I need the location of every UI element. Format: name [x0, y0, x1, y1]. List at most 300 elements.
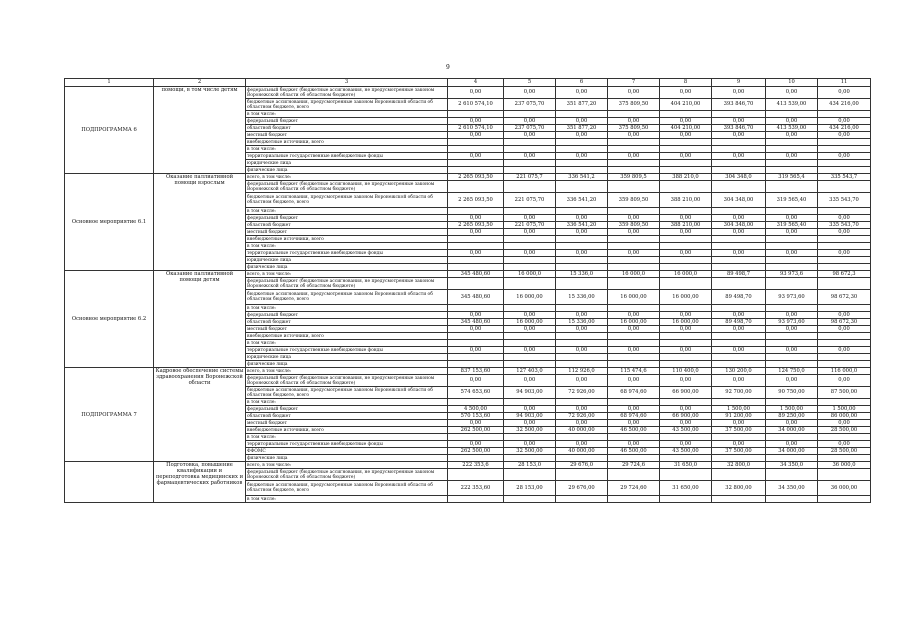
amount-cell	[818, 139, 871, 146]
amount-cell: 130 200,0	[712, 368, 766, 375]
activity-name: Подготовка, повышение квалификации и переподготовка медицинских и фармацевтических работников	[154, 462, 246, 503]
amount-cell	[504, 243, 556, 250]
amount-cell	[660, 139, 712, 146]
funding-source-label: областной бюджет	[246, 125, 448, 132]
amount-cell: 237 075,70	[504, 99, 556, 111]
amount-cell	[766, 146, 818, 153]
funding-source-label: ФФОМС	[246, 448, 448, 455]
amount-cell	[818, 333, 871, 340]
amount-cell	[608, 257, 660, 264]
amount-cell	[712, 167, 766, 174]
amount-cell: 0,00	[660, 87, 712, 99]
amount-cell: 43 500,00	[660, 427, 712, 434]
amount-cell: 0,00	[448, 347, 504, 354]
column-number: 2	[154, 79, 246, 87]
amount-cell: 98 672,30	[818, 319, 871, 326]
amount-cell: 0,00	[556, 87, 608, 99]
amount-cell: 335 543,70	[818, 193, 871, 208]
amount-cell: 335 543,7	[818, 174, 871, 181]
amount-cell	[608, 354, 660, 361]
activity-name: помощи, в том числе детям	[154, 87, 246, 174]
amount-cell: 0,00	[660, 347, 712, 354]
amount-cell	[608, 333, 660, 340]
amount-cell	[504, 469, 556, 481]
amount-cell: 319 565,40	[766, 222, 818, 229]
funding-source-label: в том числе:	[246, 434, 448, 441]
amount-cell: 0,00	[504, 118, 556, 125]
amount-cell: 351 877,20	[556, 99, 608, 111]
amount-cell: 28 153,00	[504, 481, 556, 496]
amount-cell	[712, 434, 766, 441]
amount-cell: 222 353,60	[448, 481, 504, 496]
amount-cell: 29 676,0	[556, 462, 608, 469]
funding-source-label: в том числе:	[246, 340, 448, 347]
amount-cell	[556, 208, 608, 215]
amount-cell: 0,00	[660, 326, 712, 333]
amount-cell	[712, 243, 766, 250]
amount-cell	[766, 257, 818, 264]
amount-cell	[504, 354, 556, 361]
amount-cell	[712, 181, 766, 193]
amount-cell	[556, 167, 608, 174]
amount-cell: 29 724,60	[608, 481, 660, 496]
column-number: 10	[766, 79, 818, 87]
amount-cell: 34 000,00	[766, 448, 818, 455]
amount-cell	[556, 278, 608, 290]
amount-cell: 0,00	[448, 229, 504, 236]
funding-source-label: территориальные государственные внебюджетные фонды	[246, 250, 448, 257]
amount-cell	[504, 111, 556, 118]
table-header-row	[65, 79, 871, 87]
amount-cell: 46 500,00	[608, 448, 660, 455]
amount-cell: 0,00	[712, 153, 766, 160]
amount-cell: 0,00	[766, 250, 818, 257]
amount-cell: 0,00	[556, 215, 608, 222]
amount-cell: 345 480,60	[448, 319, 504, 326]
amount-cell: 0,00	[608, 229, 660, 236]
amount-cell: 0,00	[766, 375, 818, 387]
amount-cell: 0,00	[766, 441, 818, 448]
amount-cell: 4 500,00	[448, 406, 504, 413]
amount-cell	[608, 236, 660, 243]
amount-cell	[556, 111, 608, 118]
amount-cell	[448, 354, 504, 361]
amount-cell	[712, 469, 766, 481]
amount-cell	[660, 496, 712, 503]
amount-cell: 0,00	[608, 87, 660, 99]
amount-cell	[504, 167, 556, 174]
amount-cell: 1 500,00	[712, 406, 766, 413]
amount-cell: 0,00	[448, 326, 504, 333]
amount-cell: 32 500,00	[504, 448, 556, 455]
amount-cell: 98 672,3	[818, 271, 871, 278]
funding-source-label: федеральный бюджет	[246, 312, 448, 319]
amount-cell: 0,00	[556, 347, 608, 354]
amount-cell: 0,00	[766, 312, 818, 319]
amount-cell: 404 210,00	[660, 99, 712, 111]
amount-cell	[818, 243, 871, 250]
amount-cell	[608, 264, 660, 271]
amount-cell: 66 900,00	[660, 387, 712, 399]
column-number: 11	[818, 79, 871, 87]
amount-cell: 345 480,60	[448, 290, 504, 305]
amount-cell: 304 348,00	[712, 222, 766, 229]
amount-cell: 112 926,0	[556, 368, 608, 375]
amount-cell	[448, 139, 504, 146]
amount-cell: 34 000,00	[766, 427, 818, 434]
amount-cell: 359 809,5	[608, 174, 660, 181]
page-number: 9	[446, 64, 450, 71]
amount-cell: 37 500,00	[712, 448, 766, 455]
amount-cell: 0,00	[818, 215, 871, 222]
amount-cell	[556, 264, 608, 271]
funding-source-label: бюджетные ассигнования, предусмотренные законом Воронежской области об областном бюджете, всего	[246, 290, 448, 305]
amount-cell: 89 498,7	[712, 271, 766, 278]
amount-cell	[556, 146, 608, 153]
amount-cell	[766, 469, 818, 481]
amount-cell: 345 480,60	[448, 271, 504, 278]
amount-cell: 0,00	[712, 312, 766, 319]
amount-cell	[504, 257, 556, 264]
amount-cell: 0,00	[660, 420, 712, 427]
amount-cell	[660, 181, 712, 193]
amount-cell	[660, 333, 712, 340]
amount-cell: 16 000,00	[660, 319, 712, 326]
amount-cell: 31 650,00	[660, 481, 712, 496]
amount-cell: 16 000,0	[504, 271, 556, 278]
amount-cell	[556, 236, 608, 243]
amount-cell	[766, 354, 818, 361]
amount-cell: 0,00	[556, 420, 608, 427]
amount-cell: 72 926,00	[556, 387, 608, 399]
amount-cell: 93 973,60	[766, 319, 818, 326]
amount-cell: 0,00	[818, 229, 871, 236]
amount-cell: 0,00	[660, 441, 712, 448]
amount-cell	[556, 340, 608, 347]
amount-cell	[818, 208, 871, 215]
amount-cell: 0,00	[556, 312, 608, 319]
funding-source-label: федеральный бюджет (бюджетные ассигнования, не предусмотренные законом Воронежской области об областном бюджете)	[246, 375, 448, 387]
amount-cell	[448, 361, 504, 368]
amount-cell: 0,00	[712, 215, 766, 222]
amount-cell: 46 500,00	[608, 427, 660, 434]
amount-cell: 16 000,00	[504, 290, 556, 305]
amount-cell: 0,00	[660, 250, 712, 257]
amount-cell: 0,00	[660, 375, 712, 387]
amount-cell	[608, 208, 660, 215]
amount-cell	[504, 399, 556, 406]
funding-source-label: областной бюджет	[246, 319, 448, 326]
amount-cell: 0,00	[818, 347, 871, 354]
amount-cell: 32 800,0	[712, 462, 766, 469]
amount-cell: 2 265 093,50	[448, 222, 504, 229]
amount-cell: 16 000,00	[660, 290, 712, 305]
amount-cell: 86 000,00	[818, 413, 871, 420]
amount-cell: 837 153,60	[448, 368, 504, 375]
funding-source-label: внебюджетные источники, всего	[246, 236, 448, 243]
funding-source-label: юридические лица	[246, 160, 448, 167]
amount-cell: 0,00	[504, 312, 556, 319]
amount-cell: 0,00	[660, 312, 712, 319]
amount-cell: 0,00	[766, 326, 818, 333]
amount-cell: 0,00	[608, 347, 660, 354]
amount-cell: 221 075,70	[504, 193, 556, 208]
amount-cell: 0,00	[504, 420, 556, 427]
funding-source-label: всего, в том числе:	[246, 271, 448, 278]
amount-cell	[818, 181, 871, 193]
amount-cell	[448, 243, 504, 250]
amount-cell	[448, 434, 504, 441]
amount-cell: 0,00	[608, 441, 660, 448]
amount-cell	[504, 305, 556, 312]
amount-cell: 0,00	[556, 132, 608, 139]
amount-cell: 434 216,00	[818, 125, 871, 132]
amount-cell: 68 974,60	[608, 413, 660, 420]
amount-cell	[608, 278, 660, 290]
amount-cell: 0,00	[608, 153, 660, 160]
amount-cell	[448, 340, 504, 347]
amount-cell	[448, 278, 504, 290]
amount-cell	[818, 354, 871, 361]
amount-cell: 0,00	[556, 326, 608, 333]
amount-cell	[660, 361, 712, 368]
amount-cell	[766, 111, 818, 118]
amount-cell	[608, 455, 660, 462]
funding-source-label: в том числе:	[246, 305, 448, 312]
amount-cell: 0,00	[818, 87, 871, 99]
amount-cell	[766, 181, 818, 193]
amount-cell	[504, 181, 556, 193]
amount-cell: 0,00	[448, 420, 504, 427]
funding-source-label: физические лица	[246, 167, 448, 174]
amount-cell: 262 500,00	[448, 427, 504, 434]
amount-cell	[712, 333, 766, 340]
amount-cell: 93 973,6	[766, 271, 818, 278]
amount-cell: 110 400,0	[660, 368, 712, 375]
amount-cell: 28 500,00	[818, 427, 871, 434]
amount-cell	[556, 361, 608, 368]
funding-source-label: в том числе:	[246, 208, 448, 215]
funding-source-label: бюджетные ассигнования, предусмотренные законом Воронежской области об областном бюджете, всего	[246, 387, 448, 399]
amount-cell: 0,00	[504, 132, 556, 139]
amount-cell	[608, 399, 660, 406]
amount-cell	[712, 160, 766, 167]
amount-cell: 0,00	[448, 153, 504, 160]
amount-cell	[608, 139, 660, 146]
funding-source-label: всего, в том числе:	[246, 368, 448, 375]
amount-cell: 32 800,00	[712, 481, 766, 496]
activity-name: Оказание паллиативной помощи взрослым	[154, 174, 246, 271]
amount-cell	[766, 399, 818, 406]
amount-cell	[712, 496, 766, 503]
amount-cell	[766, 167, 818, 174]
table-row	[65, 368, 871, 375]
amount-cell: 16 000,00	[504, 319, 556, 326]
amount-cell	[660, 455, 712, 462]
amount-cell: 2 610 574,10	[448, 125, 504, 132]
amount-cell	[660, 264, 712, 271]
funding-source-label: федеральный бюджет	[246, 215, 448, 222]
amount-cell: 94 903,00	[504, 413, 556, 420]
amount-cell: 0,00	[766, 87, 818, 99]
amount-cell: 0,00	[448, 132, 504, 139]
amount-cell: 36 000,00	[818, 481, 871, 496]
amount-cell	[818, 399, 871, 406]
amount-cell	[556, 305, 608, 312]
amount-cell: 94 903,00	[504, 387, 556, 399]
amount-cell	[608, 146, 660, 153]
amount-cell	[712, 257, 766, 264]
amount-cell: 16 000,00	[608, 290, 660, 305]
amount-cell: 0,00	[448, 87, 504, 99]
amount-cell: 0,00	[712, 347, 766, 354]
amount-cell	[712, 361, 766, 368]
amount-cell	[818, 257, 871, 264]
amount-cell	[766, 208, 818, 215]
amount-cell	[448, 146, 504, 153]
funding-source-label: федеральный бюджет (бюджетные ассигнования, не предусмотренные законом Воронежской области об областном бюджете)	[246, 278, 448, 290]
amount-cell	[556, 257, 608, 264]
amount-cell: 2 265 093,50	[448, 193, 504, 208]
amount-cell	[660, 305, 712, 312]
amount-cell: 262 500,00	[448, 448, 504, 455]
amount-cell	[504, 455, 556, 462]
amount-cell: 116 000,0	[818, 368, 871, 375]
amount-cell	[556, 354, 608, 361]
amount-cell: 87 500,00	[818, 387, 871, 399]
amount-cell: 0,00	[712, 250, 766, 257]
amount-cell: 43 500,00	[660, 448, 712, 455]
funding-source-label: федеральный бюджет (бюджетные ассигнования, не предусмотренные законом Воронежской области об областном бюджете)	[246, 181, 448, 193]
amount-cell	[818, 278, 871, 290]
amount-cell: 0,00	[766, 153, 818, 160]
amount-cell: 0,00	[766, 420, 818, 427]
amount-cell: 0,00	[504, 229, 556, 236]
amount-cell	[712, 236, 766, 243]
amount-cell: 0,00	[766, 215, 818, 222]
amount-cell: 0,00	[556, 229, 608, 236]
amount-cell: 124 750,0	[766, 368, 818, 375]
amount-cell	[556, 455, 608, 462]
amount-cell: 0,00	[556, 375, 608, 387]
amount-cell	[556, 243, 608, 250]
funding-source-label: федеральный бюджет	[246, 406, 448, 413]
amount-cell: 0,00	[712, 441, 766, 448]
amount-cell: 0,00	[448, 441, 504, 448]
amount-cell: 574 653,60	[448, 387, 504, 399]
amount-cell: 570 153,60	[448, 413, 504, 420]
amount-cell	[504, 208, 556, 215]
amount-cell: 304 348,00	[712, 193, 766, 208]
funding-source-label: территориальные государственные внебюджетные фонды	[246, 441, 448, 448]
amount-cell: 29 724,6	[608, 462, 660, 469]
program-name: ПОДПРОГРАММА 7	[65, 368, 154, 462]
amount-cell	[766, 455, 818, 462]
amount-cell	[660, 278, 712, 290]
budget-table	[64, 78, 871, 503]
funding-source-label: местный бюджет	[246, 326, 448, 333]
amount-cell	[660, 340, 712, 347]
funding-source-label: областной бюджет	[246, 222, 448, 229]
amount-cell	[448, 333, 504, 340]
amount-cell	[660, 399, 712, 406]
amount-cell	[818, 167, 871, 174]
funding-source-label: в том числе:	[246, 399, 448, 406]
amount-cell: 89 498,70	[712, 319, 766, 326]
amount-cell: 375 809,50	[608, 125, 660, 132]
amount-cell	[504, 333, 556, 340]
amount-cell: 0,00	[660, 118, 712, 125]
column-number: 8	[660, 79, 712, 87]
amount-cell: 0,00	[712, 229, 766, 236]
amount-cell: 359 809,50	[608, 193, 660, 208]
amount-cell	[448, 305, 504, 312]
amount-cell: 28 500,00	[818, 448, 871, 455]
amount-cell	[448, 167, 504, 174]
column-number: 7	[608, 79, 660, 87]
amount-cell: 359 809,50	[608, 222, 660, 229]
amount-cell: 40 000,00	[556, 448, 608, 455]
amount-cell: 0,00	[608, 326, 660, 333]
amount-cell: 413 539,00	[766, 99, 818, 111]
amount-cell	[818, 111, 871, 118]
amount-cell: 127 403,0	[504, 368, 556, 375]
amount-cell	[660, 469, 712, 481]
amount-cell: 72 926,00	[556, 413, 608, 420]
amount-cell	[448, 208, 504, 215]
amount-cell	[660, 354, 712, 361]
amount-cell: 16 000,00	[608, 319, 660, 326]
amount-cell	[766, 243, 818, 250]
amount-cell	[556, 160, 608, 167]
amount-cell: 0,00	[448, 215, 504, 222]
amount-cell: 115 474,6	[608, 368, 660, 375]
funding-source-label: бюджетные ассигнования, предусмотренные законом Воронежской области об областном бюджете, всего	[246, 481, 448, 496]
amount-cell: 0,00	[660, 215, 712, 222]
amount-cell: 89 250,00	[766, 413, 818, 420]
table-row	[65, 174, 871, 181]
amount-cell: 388 210,00	[660, 193, 712, 208]
program-name: ПОДПРОГРАММА 6	[65, 87, 154, 174]
amount-cell	[766, 434, 818, 441]
amount-cell: 0,00	[766, 118, 818, 125]
amount-cell	[712, 264, 766, 271]
amount-cell: 404 210,00	[660, 125, 712, 132]
amount-cell	[818, 160, 871, 167]
amount-cell	[660, 160, 712, 167]
amount-cell: 29 676,00	[556, 481, 608, 496]
amount-cell	[766, 305, 818, 312]
amount-cell: 0,00	[608, 132, 660, 139]
activity-name: Оказание паллиативной помощи детям	[154, 271, 246, 368]
amount-cell: 221 075,7	[504, 174, 556, 181]
amount-cell	[608, 305, 660, 312]
amount-cell: 28 153,0	[504, 462, 556, 469]
funding-source-label: внебюджетные источники, всего	[246, 427, 448, 434]
amount-cell	[448, 399, 504, 406]
amount-cell	[504, 496, 556, 503]
amount-cell: 0,00	[818, 118, 871, 125]
amount-cell: 15 336,00	[556, 319, 608, 326]
funding-source-label: в том числе:	[246, 146, 448, 153]
amount-cell: 32 500,00	[504, 427, 556, 434]
amount-cell	[712, 139, 766, 146]
amount-cell	[556, 181, 608, 193]
amount-cell	[766, 139, 818, 146]
amount-cell	[556, 139, 608, 146]
amount-cell	[448, 257, 504, 264]
amount-cell	[766, 496, 818, 503]
